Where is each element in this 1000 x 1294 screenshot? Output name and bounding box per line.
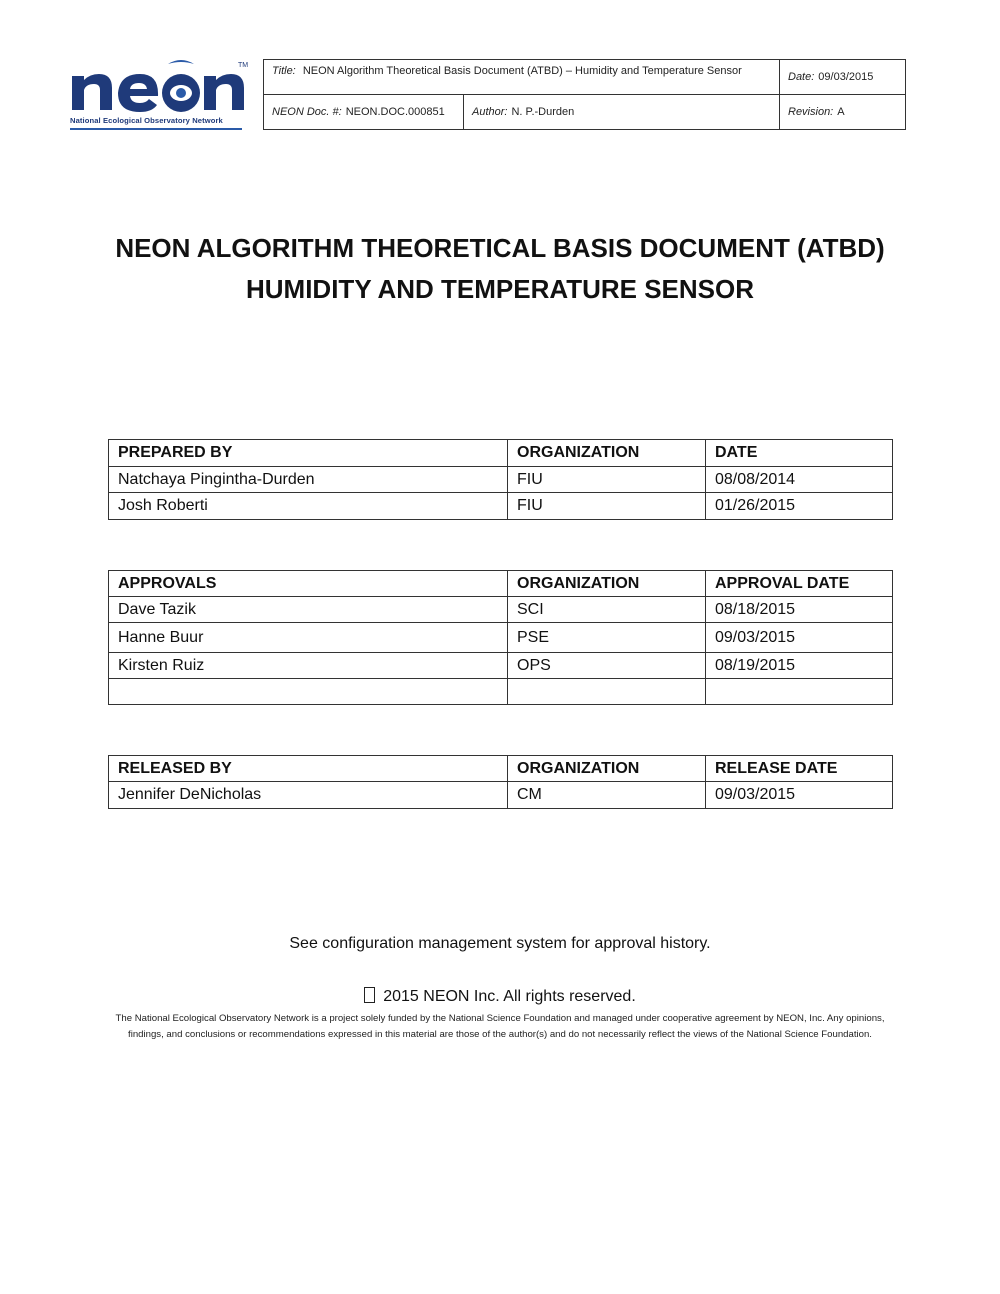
- header-cell: DATE: [706, 440, 893, 467]
- table-cell: 09/03/2015: [706, 623, 893, 653]
- header-cell: APPROVALS: [109, 571, 508, 597]
- table-cell: OPS: [508, 653, 706, 679]
- table-cell: Hanne Buur: [109, 623, 508, 653]
- prepared-by-table: [108, 439, 893, 520]
- header-date-cell: [780, 60, 906, 95]
- table-header-row: [109, 756, 893, 782]
- author-label: Author:: [472, 106, 508, 118]
- table-cell: [508, 679, 706, 705]
- copyright-symbol-icon: [364, 987, 375, 1003]
- neon-logo-mark: [68, 58, 248, 114]
- logo-underline: [70, 128, 242, 130]
- revision-label: Revision:: [788, 106, 834, 118]
- table-cell: [109, 679, 508, 705]
- header-cell: PREPARED BY: [109, 440, 508, 467]
- document-header-table: [263, 59, 906, 130]
- table-cell: [706, 679, 893, 705]
- title-label: Title:: [272, 65, 296, 77]
- table-cell: Natchaya Pingintha-Durden: [109, 467, 508, 493]
- table-cell: FIU: [508, 493, 706, 520]
- table-cell: 01/26/2015: [706, 493, 893, 520]
- header-cell: ORGANIZATION: [508, 571, 706, 597]
- header-author-cell: [464, 95, 780, 129]
- header-cell: RELEASED BY: [109, 756, 508, 782]
- table-cell: CM: [508, 782, 706, 809]
- logo-tagline: National Ecological Observatory Network: [70, 116, 223, 125]
- approvals-table: [108, 570, 893, 705]
- table-cell: Jennifer DeNicholas: [109, 782, 508, 809]
- table-cell: Josh Roberti: [109, 493, 508, 520]
- table-row: [109, 782, 893, 809]
- table-cell: 08/08/2014: [706, 467, 893, 493]
- document-title-line-1: NEON ALGORITHM THEORETICAL BASIS DOCUMENT (ATBD): [115, 233, 885, 263]
- revision-value: A: [837, 106, 845, 118]
- doc-number-value: NEON.DOC.000851: [345, 106, 445, 118]
- table-header-row: [109, 440, 893, 467]
- header-cell: APPROVAL DATE: [706, 571, 893, 597]
- table-cell: Dave Tazik: [109, 597, 508, 623]
- title-value: NEON Algorithm Theoretical Basis Document (ATBD) – Humidity and Temperature Sensor: [302, 65, 742, 77]
- header-title-cell: [264, 60, 780, 95]
- date-label: Date:: [788, 71, 815, 83]
- table-row: [109, 467, 893, 493]
- header-cell: ORGANIZATION: [508, 440, 706, 467]
- neon-logo: [68, 58, 248, 132]
- table-cell: Kirsten Ruiz: [109, 653, 508, 679]
- header-revision-cell: [780, 95, 906, 129]
- copyright-text: 2015 NEON Inc. All rights reserved.: [383, 988, 636, 1005]
- header-cell: RELEASE DATE: [706, 756, 893, 782]
- table-row: [109, 493, 893, 520]
- author-value: N. P.-Durden: [511, 106, 575, 118]
- configuration-note: See configuration management system for approval history.: [289, 935, 711, 952]
- table-row: [109, 623, 893, 653]
- date-value: 09/03/2015: [818, 71, 874, 83]
- table-row: [109, 653, 893, 679]
- table-cell: 08/18/2015: [706, 597, 893, 623]
- document-title-line-2: HUMIDITY AND TEMPERATURE SENSOR: [246, 274, 754, 304]
- table-cell: PSE: [508, 623, 706, 653]
- table-cell: 08/19/2015: [706, 653, 893, 679]
- table-header-row: [109, 571, 893, 597]
- table-cell: FIU: [508, 467, 706, 493]
- funding-disclaimer: The National Ecological Observatory Network is a project solely funded by the National Science Foundation and managed under cooperative agreement by NEON, Inc. Any opinions, findings, and conclusions or recommendations expressed in this material are those of the author(s) and do not necessarily reflect the views of the National Science Foundation.: [115, 1013, 885, 1040]
- table-cell: 09/03/2015: [706, 782, 893, 809]
- table-row: [109, 679, 893, 705]
- header-cell: ORGANIZATION: [508, 756, 706, 782]
- trademark-text: TM: [238, 62, 248, 69]
- released-by-table: [108, 755, 893, 809]
- document-title: [0, 228, 1000, 310]
- header-doc-number-cell: [264, 95, 464, 129]
- table-cell: SCI: [508, 597, 706, 623]
- table-row: [109, 597, 893, 623]
- copyright-line: [0, 987, 1000, 1006]
- doc-number-label: NEON Doc. #:: [272, 106, 342, 118]
